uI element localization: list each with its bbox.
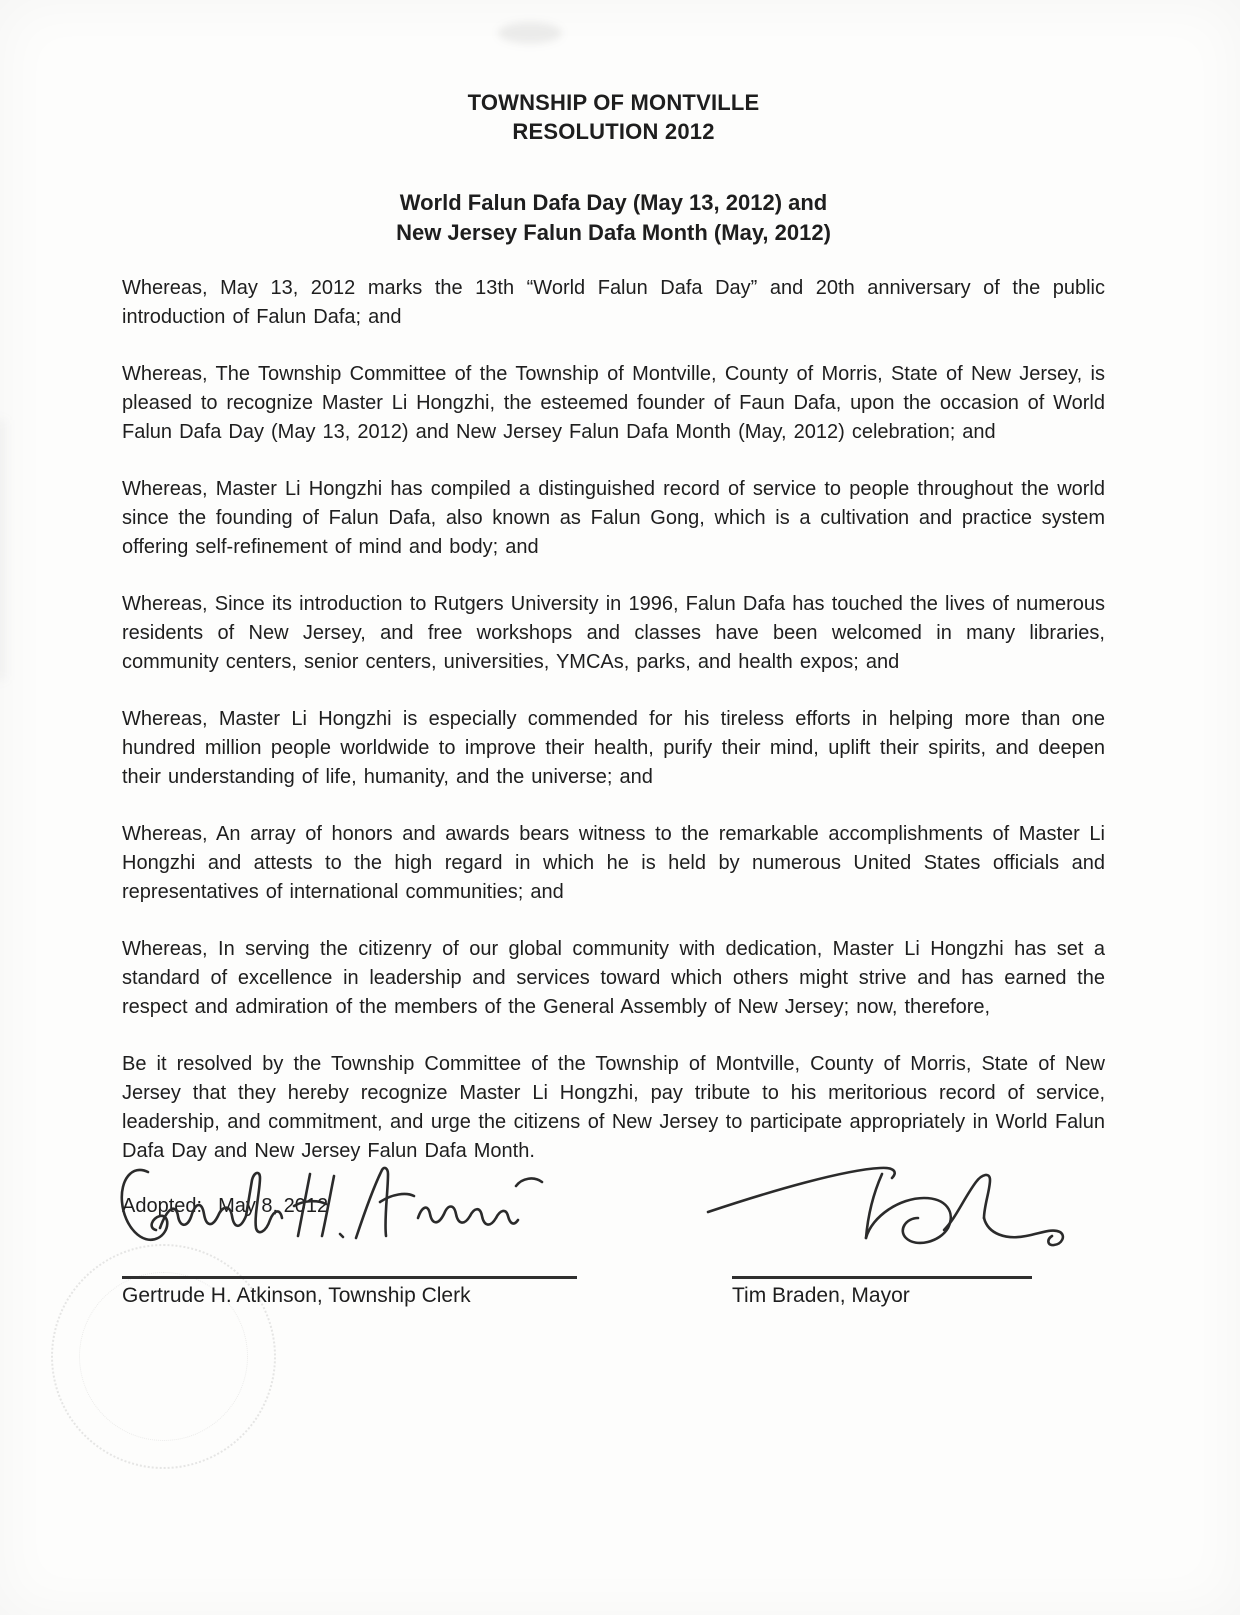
title-line-2: RESOLUTION 2012 — [512, 119, 715, 144]
subtitle-line-1: World Falun Dafa Day (May 13, 2012) and — [399, 190, 828, 215]
whereas-paragraph: Whereas, Since its introduction to Rutgers University in 1996, Falun Dafa has touched the lives of numerous residents of New Jersey, and free workshops and classes have been welcomed in many libraries, community centers, senior centers, universities, YMCAs, parks, and health expos; and — [122, 593, 1105, 673]
adopted-label: Adopted: — [122, 1195, 203, 1217]
whereas-paragraph: Whereas, Master Li Hongzhi has compiled a distinguished record of service to people throughout the world since the founding of Falun Dafa, also known as Falun Gong, which is a cultivation and practice system offering self-refinement of mind and body; and — [122, 478, 1105, 558]
whereas-paragraph: Whereas, The Township Committee of the Township of Montville, County of Morris, State of New Jersey, is pleased to recognize Master Li Hongzhi, the esteemed founder of Faun Dafa, upon the occasion of World Falun Dafa Day (May 13, 2012) and New Jersey Falun Dafa Month (May, 2012) celebration; and — [122, 363, 1105, 443]
scan-smudge — [498, 22, 562, 44]
whereas-paragraph: Whereas, In serving the citizenry of our global community with dedication, Master Li Hongzhi has set a standard of excellence in leadership and services toward which others might strive and has earned the respect and admiration of the members of the General Assembly of New Jersey; now, therefore, — [122, 938, 1105, 1018]
resolution-body — [122, 274, 1105, 1166]
clerk-signature-block — [122, 1221, 577, 1310]
scan-smudge — [0, 420, 6, 680]
mayor-signature-block — [732, 1221, 1032, 1310]
title-line-1: TOWNSHIP OF MONTVILLE — [467, 90, 760, 115]
mayor-signature-line — [732, 1221, 1032, 1279]
clerk-signature-line — [122, 1221, 577, 1279]
mayor-name-label: Tim Braden, Mayor — [732, 1284, 910, 1307]
document-content — [122, 88, 1105, 1341]
adopted-date-line — [122, 1192, 1105, 1221]
adopted-date: May 8, 2012 — [218, 1195, 329, 1217]
resolved-paragraph: Be it resolved by the Township Committee of the Township of Montville, County of Morris, State of New Jersey that they hereby recognize Master Li Hongzhi, pay tribute to his meritorious record of service, leadership, and commitment, and urge the citizens of New Jersey to participate appropriately in World Falun Dafa Day and New Jersey Falun Dafa Month. — [122, 1053, 1105, 1162]
document-subtitle — [122, 188, 1105, 248]
whereas-paragraph: Whereas, Master Li Hongzhi is especially commended for his tireless efforts in helping more than one hundred million people worldwide to improve their health, purify their mind, uplift their spirits, and deepen their understanding of life, humanity, and the universe; and — [122, 708, 1105, 788]
subtitle-line-2: New Jersey Falun Dafa Month (May, 2012) — [396, 220, 831, 245]
whereas-paragraph: Whereas, May 13, 2012 marks the 13th “World Falun Dafa Day” and 20th anniversary of the public introduction of Falun Dafa; and — [122, 277, 1105, 328]
whereas-paragraph: Whereas, An array of honors and awards bears witness to the remarkable accomplishments of Master Li Hongzhi and attests to the high regard in which he is held by numerous United States officials and representatives of international communities; and — [122, 823, 1105, 903]
signature-row — [122, 1221, 1105, 1341]
clerk-name-label: Gertrude H. Atkinson, Township Clerk — [122, 1284, 471, 1307]
document-header — [122, 88, 1105, 146]
